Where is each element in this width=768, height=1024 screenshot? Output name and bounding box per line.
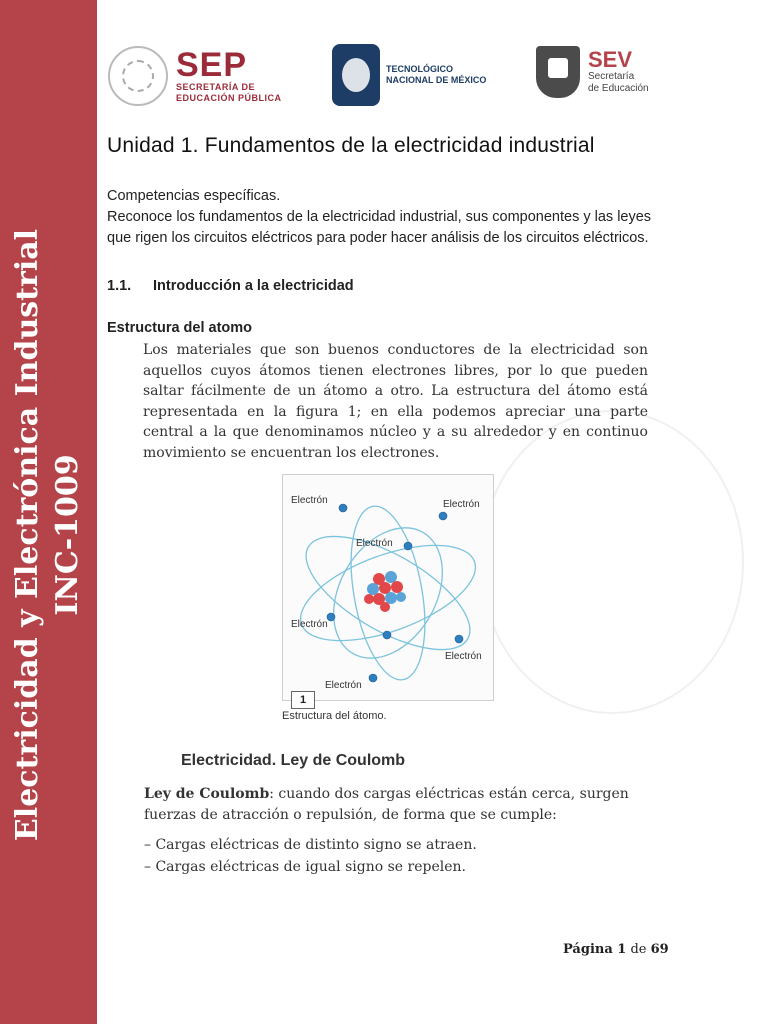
electron-label-2: Electrón (443, 499, 480, 510)
sep-name: SEP (176, 46, 248, 84)
figure-caption: Estructura del átomo. (282, 710, 387, 722)
sev-line2: de Educación (588, 83, 649, 94)
electron-label-6: Electrón (325, 680, 362, 691)
tecnm-line2: NACIONAL DE MÉXICO (386, 75, 487, 85)
tecnm-gear-icon (332, 44, 380, 106)
veracruz-shield-icon (536, 46, 580, 98)
list-item: – Cargas eléctricas de distinto signo se atraen. (144, 837, 477, 853)
list-item: – Cargas eléctricas de igual signo se repelen. (144, 859, 466, 875)
section-heading (107, 278, 354, 294)
section-number: 1.1. (107, 278, 132, 294)
course-title (8, 225, 88, 845)
coulomb-paragraph (144, 784, 649, 826)
unit-title: Unidad 1. Fundamentos de la electricidad industrial (107, 134, 595, 157)
electron-label-1: Electrón (291, 495, 328, 506)
course-code: INC-1009 (50, 454, 85, 616)
page-current: 1 (617, 942, 627, 957)
header-logos (100, 38, 768, 118)
page-number (563, 942, 669, 957)
tecnm-logo (332, 44, 486, 106)
atom-paragraph: Los materiales que son buenos conductores de la electricidad son aquellos cuyos átomos tienen electrones libres, por lo que pueden saltar fácilmente de un átomo a otro. La estructura del átomo está representada en la figura 1; en ella podemos apreciar una parte central a la que denominamos núcleo y a su alrededor y en continuo movimiento se encuentran los electrones. (143, 342, 648, 461)
mexico-seal-icon (108, 46, 168, 106)
atom-diagram (283, 475, 493, 700)
coulomb-list (144, 834, 477, 878)
coulomb-term: Ley de Coulomb (144, 786, 270, 802)
page-middle: de (626, 942, 651, 957)
sev-logo (536, 46, 649, 98)
sep-logo (108, 46, 282, 106)
competencias-text: Reconoce los fundamentos de la electricidad industrial, sus componentes y las leyes que rigen los circuitos eléctricos para poder hacer análisis de los circuitos eléctricos. (107, 209, 652, 246)
competencias-label: Competencias específicas. (107, 188, 281, 204)
coulomb-text: : cuando dos cargas eléctricas están cerca, surgen fuerzas de atracción o repulsión, de forma que se cumple: (144, 786, 629, 823)
coulomb-heading: Electricidad. Ley de Coulomb (181, 752, 406, 769)
atom-figure (282, 474, 494, 701)
course-title-line1: Electricidad y Electrónica Industrial (10, 228, 45, 842)
electron-label-5: Electrón (445, 651, 482, 662)
sev-name: SEV (588, 47, 633, 72)
competencias (107, 186, 667, 249)
tecnm-line1: TECNOLÓGICO (386, 64, 453, 74)
sidebar (0, 0, 97, 1024)
sev-line1: Secretaría (588, 71, 635, 82)
page-prefix: Página (563, 942, 618, 957)
sep-line2: EDUCACIÓN PÚBLICA (176, 93, 282, 103)
page-total: 69 (650, 942, 669, 957)
figure-number: 1 (291, 691, 315, 709)
section-title: Introducción a la electricidad (153, 278, 354, 294)
nucleus (364, 571, 406, 612)
subsection-heading: Estructura del atomo (107, 320, 253, 336)
sep-line1: SECRETARÍA DE (176, 82, 256, 92)
electron-label-3: Electrón (356, 538, 393, 549)
electron-label-4: Electrón (291, 619, 328, 630)
